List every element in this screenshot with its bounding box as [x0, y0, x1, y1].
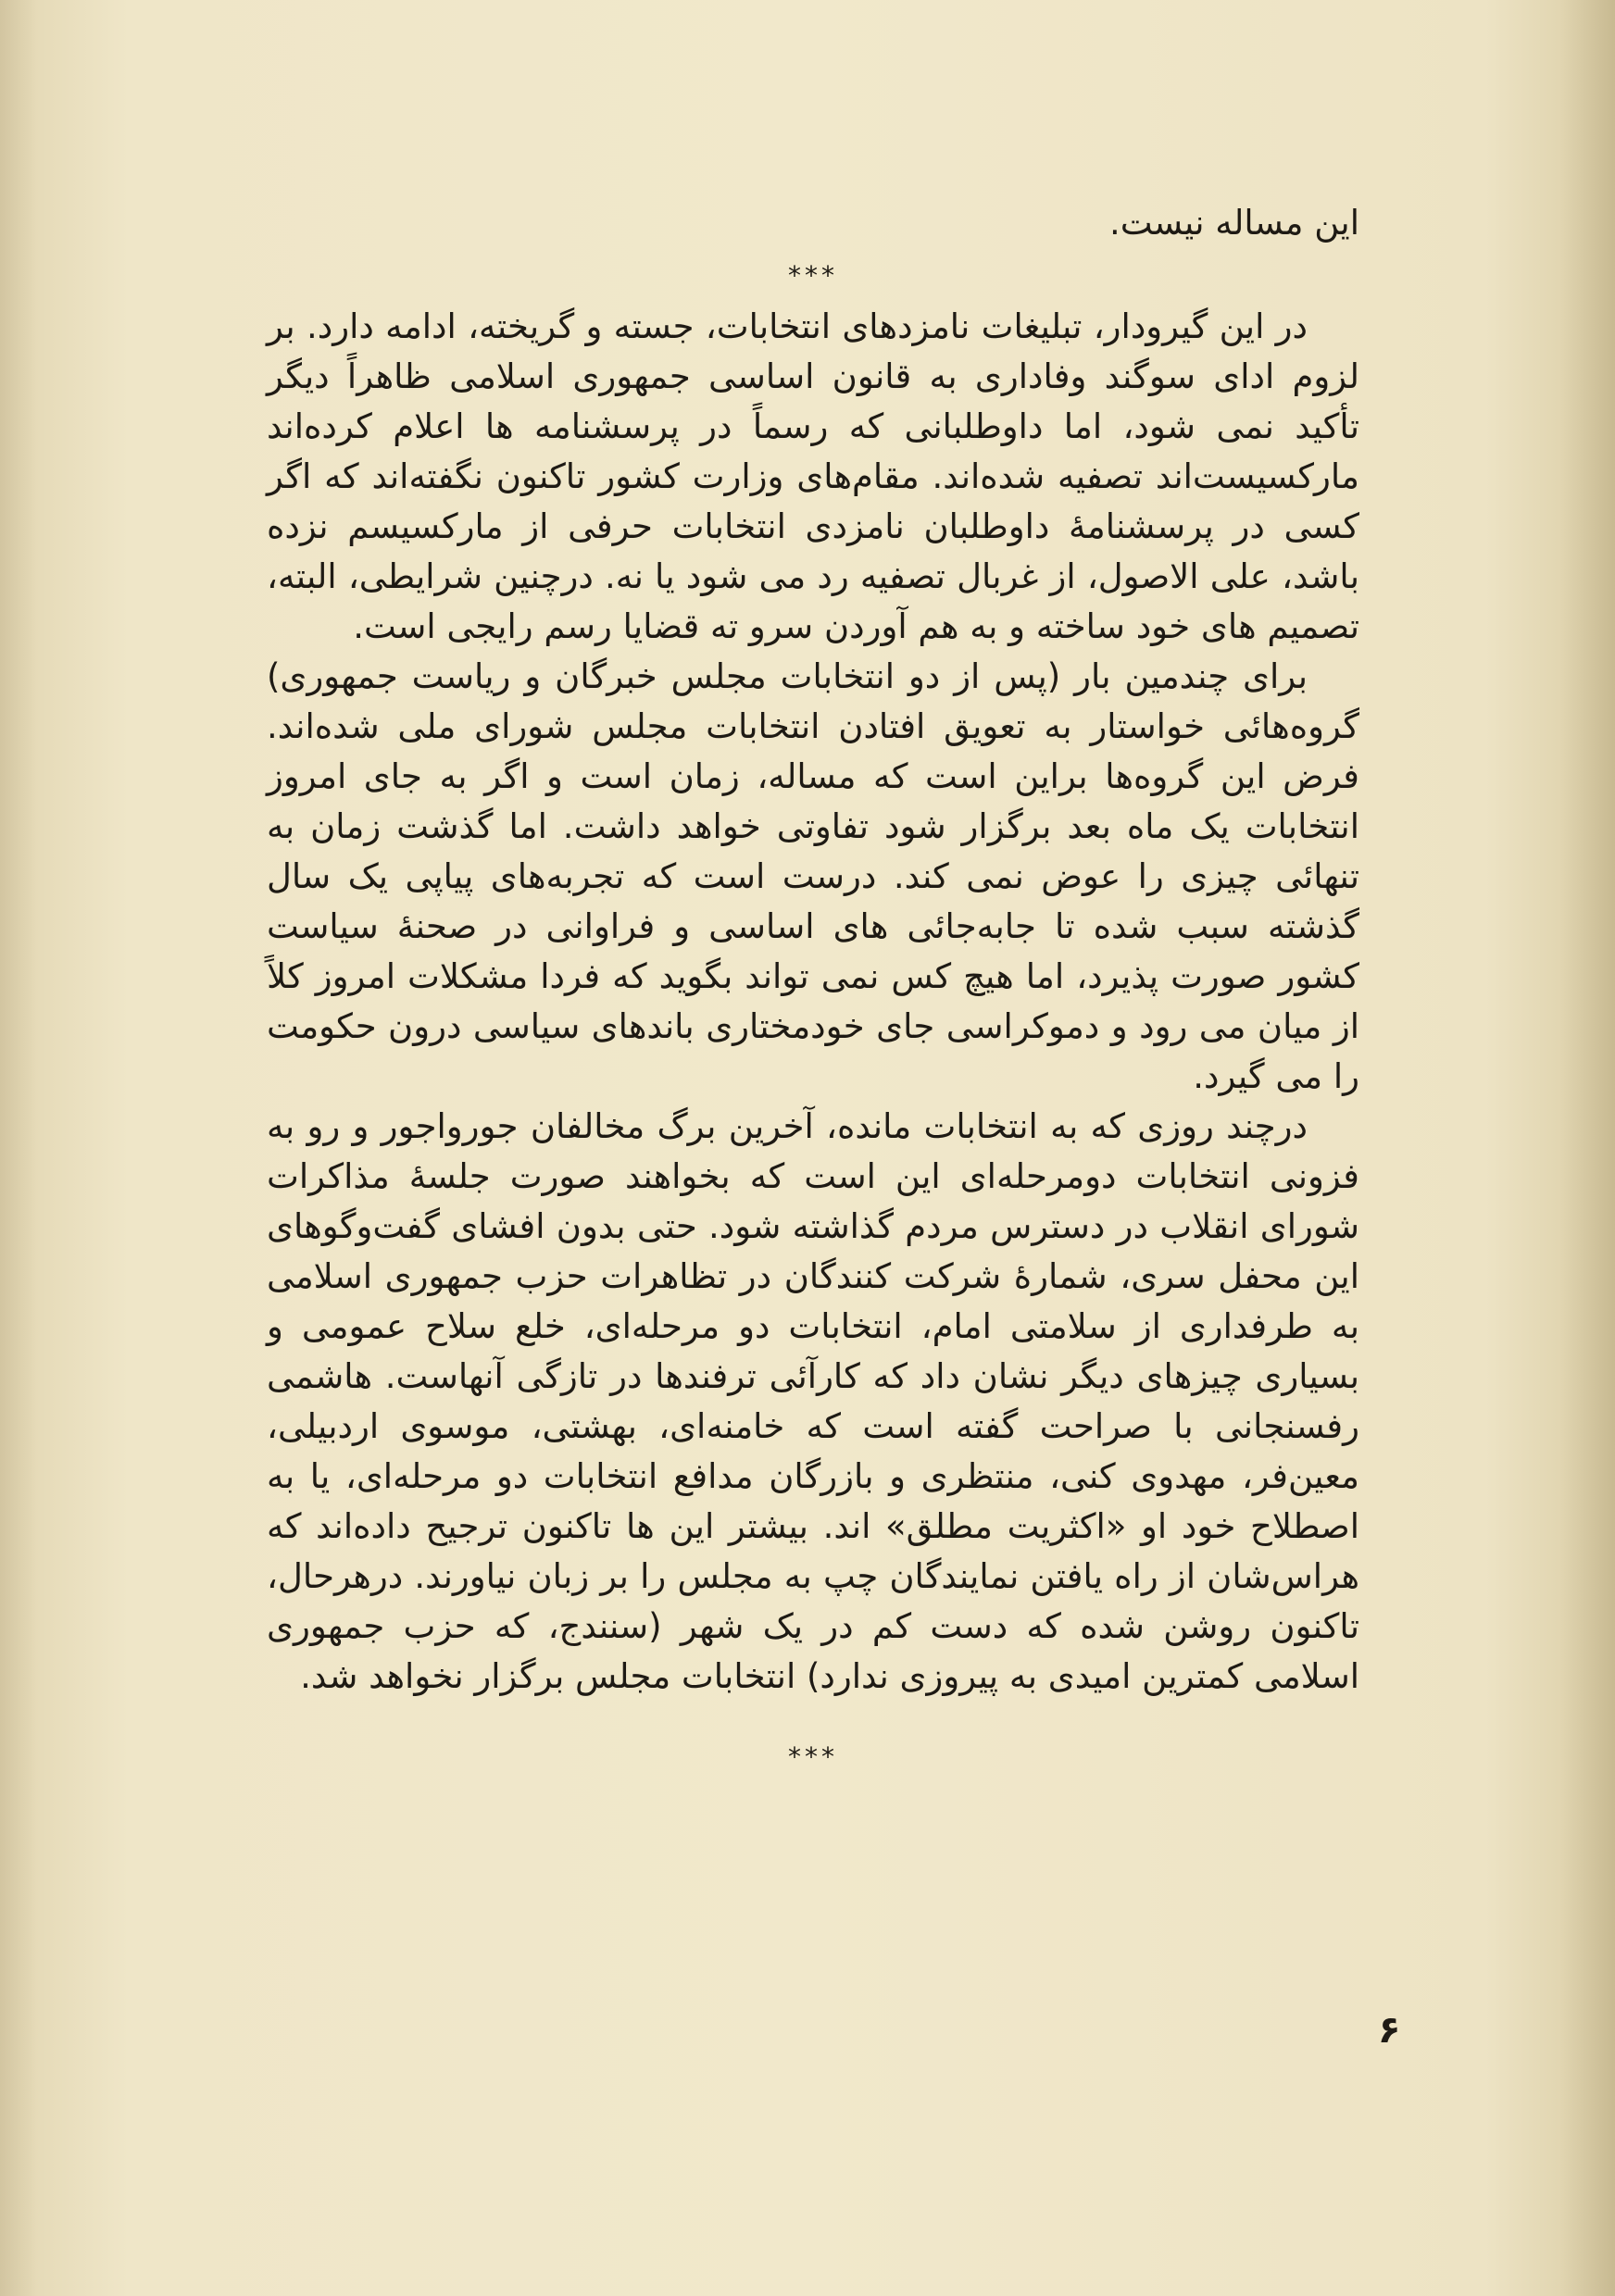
article-text: [267, 198, 1359, 1783]
paragraph-1: در این گیرودار، تبلیغات نامزدهای انتخابات، جسته و گریخته، ادامه دارد. بر لزوم ادای سوگند وفاداری به قانون اساسی جمهوری اسلامی ظاهراً دیگر تأکید نمی شود، اما داوطلبانی که رسماً در پرسشنامه ها اعلام کرده‌اند مارکسیست‌اند تصفیه شده‌اند. مقام‌های وزارت کشور تاکنون نگفته‌اند که اگر کسی در پرسشنامهٔ داوطلبان نامزدی انتخابات حرفی از مارکسیسم نزده باشد، علی الاصول، از غربال تصفیه رد می شود یا نه. درچنین شرایطی، البته، تصمیم های خود ساخته و به هم آوردن سرو ته قضایا رسم رایجی است.: [267, 306, 1359, 646]
section-separator-bottom: ***: [788, 1741, 838, 1772]
section-separator-top: ***: [788, 260, 838, 291]
page-shadow-left: [0, 0, 37, 2296]
opening-line: این مساله نیست.: [1108, 203, 1359, 243]
paragraph-3: درچند روزی که به انتخابات مانده، آخرین برگ مخالفان جورواجور و رو به فزونی انتخابات دومرحله‌ای این است که بخواهند صورت جلسهٔ مذاکرات شورای انقلاب در دسترس مردم گذاشته شود. حتی بدون افشای گفت‌وگوهای این محفل سری، شمارهٔ شرکت کنندگان در تظاهرات حزب جمهوری اسلامی به طرفداری از سلامتی امام، انتخابات دو مرحله‌ای، خلع سلاح عمومی و بسیاری چیزهای دیگر نشان داد که کارآئی ترفندها در تازگی آنهاست. هاشمی رفسنجانی با صراحت گفته است که خامنه‌ای، بهشتی، موسوی اردبیلی، معین‌فر، مهدوی کنی، منتظری و بازرگان مدافع انتخابات دو مرحله‌ای، یا به اصطلاح خود او «اکثریت مطلق» اند. بیشتر این ها تاکنون ترجیح داده‌اند که هراس‌شان از راه یافتن نمایندگان چپ به مجلس را بر زبان نیاورند. درهرحال، تاکنون روشن شده که دست کم در یک شهر (سنندج، که حزب جمهوری اسلامی کمترین امیدی به پیروزی ندارد) انتخابات مجلس برگزار نخواهد شد.: [267, 1106, 1359, 1696]
page-shadow-right: [1559, 0, 1615, 2296]
paragraph-2: برای چندمین بار (پس از دو انتخابات مجلس خبرگان و ریاست جمهوری) گروه‌هائی خواستار به تعویق افتادن انتخابات مجلس شورای ملی شده‌اند. فرض این گروه‌ها براین است که مساله، زمان است و اگر به جای امروز انتخابات یک ماه بعد برگزار شود تفاوتی خواهد داشت. اما گذشت زمان به تنهائی چیزی را عوض نمی کند. درست است که تجربه‌های پیاپی یک سال گذشته سبب شده تا جابه‌جائی های اساسی و فراوانی در صحنهٔ سیاست کشور صورت پذیرد، اما هیچ کس نمی تواند بگوید که فردا مشکلات امروز کلاً از میان می رود و دموکراسی جای خودمختاری باندهای سیاسی درون حکومت را می گیرد.: [267, 656, 1359, 1096]
page-number: ۶: [1378, 2009, 1401, 2052]
